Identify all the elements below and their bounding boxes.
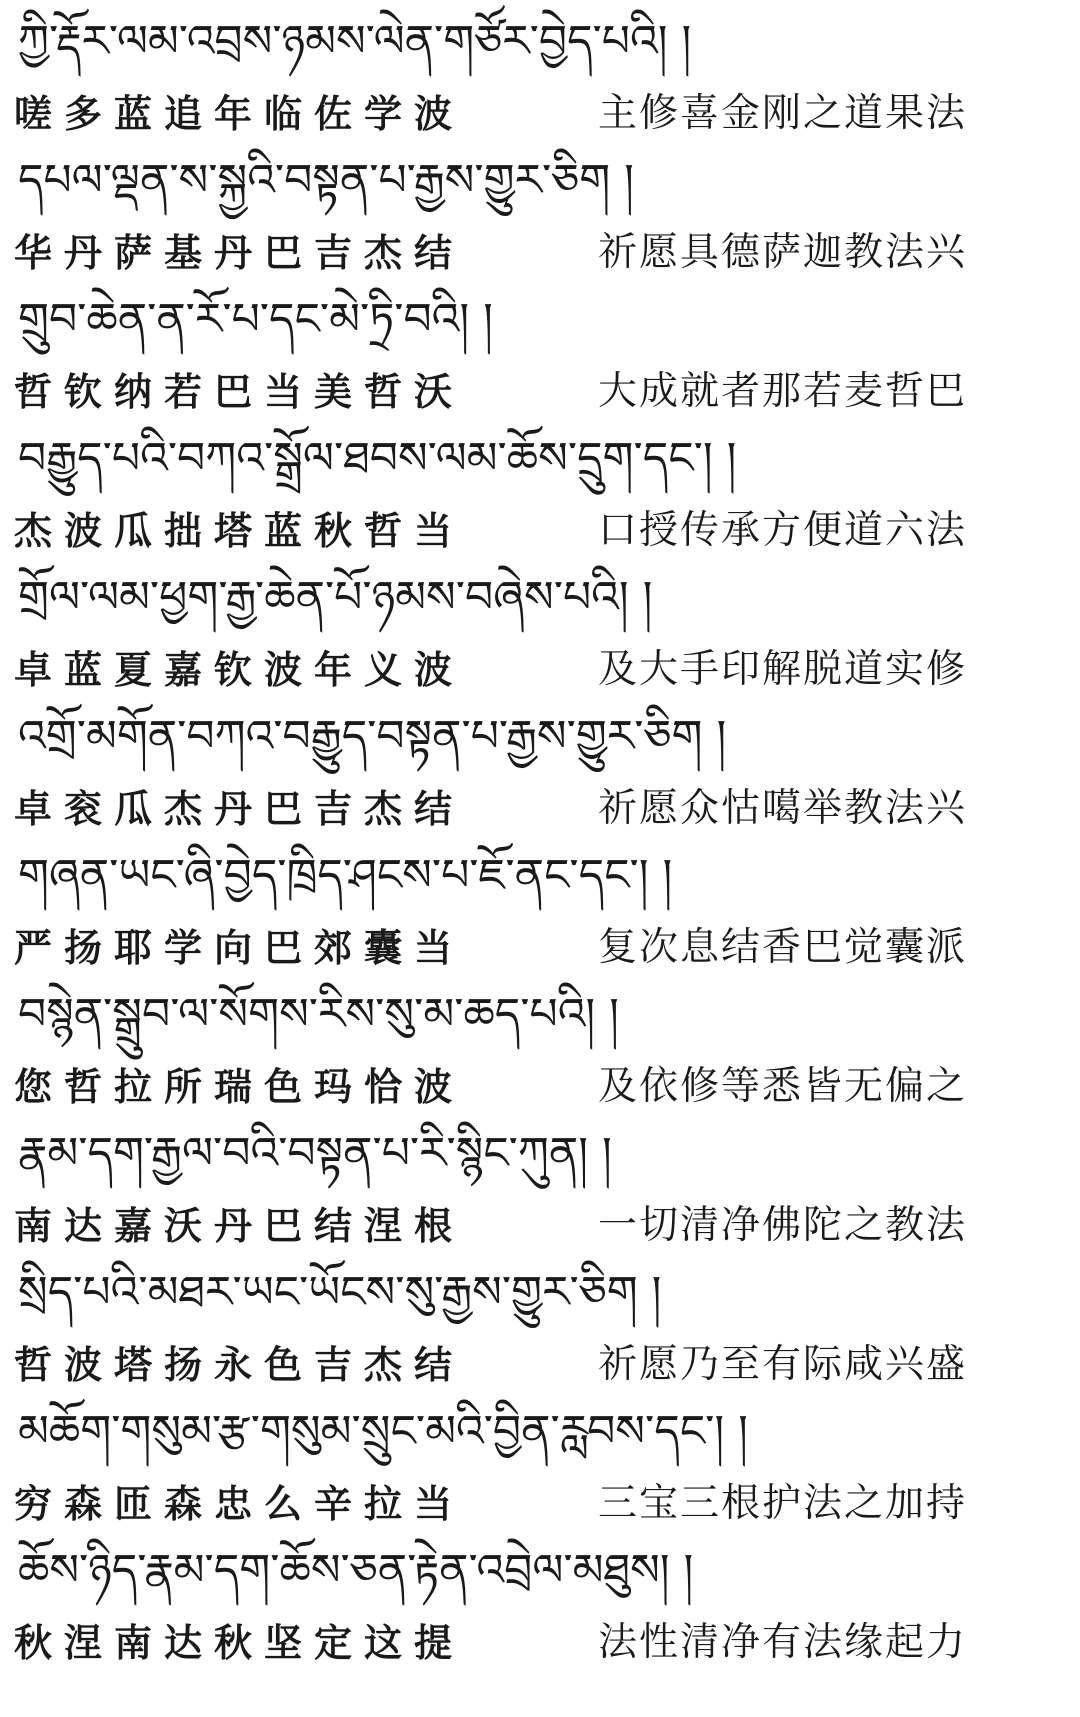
tibetan-verse-line: ཀྱི་རྡོར་ལམ་འབྲས་ཉམས་ལེན་གཙོར་བྱེད་པའི། ། (18, 16, 692, 67)
verse-block (0, 973, 1080, 1112)
transliteration-line: 华丹萨基丹巴吉杰结 (14, 231, 465, 275)
tibetan-verse-line: བསྙེན་སྒྲུབ་ལ་སོགས་རིས་སུ་མ་ཆད་པའི། ། (18, 989, 619, 1040)
chinese-line-row (0, 507, 1080, 559)
tibetan-verse-line: དཔལ་ལྡན་ས་སྐྱའི་བསྟན་པ་རྒྱས་གྱུར་ཅིག ། (18, 155, 634, 206)
transliteration-line: 卓蓝夏嘉钦波年义波 (14, 648, 465, 692)
chinese-line-row (0, 1063, 1080, 1115)
verse-block (0, 695, 1080, 834)
translation-line: 及依修等悉皆无偏之 (598, 1065, 968, 1108)
translation-line: 大成就者那若麦哲巴 (598, 370, 968, 413)
translation-line: 祈愿乃至有际咸兴盛 (598, 1343, 968, 1386)
tibetan-verse-line: གྲོལ་ལམ་ཕྱག་རྒྱ་ཆེན་པོ་ཉམས་བཞེས་པའི། ། (18, 572, 653, 623)
verse-block (0, 1251, 1080, 1390)
chinese-line-row (0, 1202, 1080, 1254)
chinese-line-row (0, 368, 1080, 420)
translation-line: 主修喜金刚之道果法 (598, 92, 968, 135)
chinese-line-row (0, 924, 1080, 976)
transliteration-line: 您哲拉所瑞色玛恰波 (14, 1065, 465, 1109)
verse-block (0, 139, 1080, 278)
verse-block (0, 834, 1080, 973)
chinese-line-row (0, 90, 1080, 142)
translation-line: 祈愿众怙噶举教法兴 (598, 787, 968, 830)
chinese-line-row (0, 1341, 1080, 1393)
translation-line: 法性清净有法缘起力 (598, 1621, 968, 1664)
verse-block (0, 0, 1080, 139)
translation-line: 三宝三根护法之加持 (598, 1482, 968, 1525)
chinese-line-row (0, 1619, 1080, 1671)
tibetan-verse-line: གྲུབ་ཆེན་ན་རོ་པ་དང་མེ་ཏྲི་བའི། ། (18, 294, 493, 345)
tibetan-verse-line: འགྲོ་མགོན་བཀའ་བརྒྱུད་བསྟན་པ་རྒྱས་གྱུར་ཅིག ། (18, 711, 727, 762)
verse-block (0, 1112, 1080, 1251)
translation-line: 复次息结香巴觉囊派 (598, 926, 968, 969)
transliteration-line: 卓衮瓜杰丹巴吉杰结 (14, 787, 465, 831)
transliteration-line: 秋涅南达秋坚定这提 (14, 1621, 465, 1665)
transliteration-line: 哲钦纳若巴当美哲沃 (14, 370, 465, 414)
tibetan-verse-line: སྲིད་པའི་མཐར་ཡང་ཡོངས་སུ་རྒྱས་གྱུར་ཅིག ། (18, 1267, 662, 1318)
verse-block (0, 417, 1080, 556)
tibetan-verse-line: ཆོས་ཉིད་རྣམ་དག་ཆོས་ཅན་རྟེན་འབྲེལ་མཐུས། ། (18, 1545, 694, 1596)
transliteration-line: 哲波塔扬永色吉杰结 (14, 1343, 465, 1387)
verse-block (0, 1390, 1080, 1529)
tibetan-verse-line: མཆོག་གསུམ་རྩ་གསུམ་སྲུང་མའི་བྱིན་རླབས་དང་། ། (18, 1406, 748, 1457)
chinese-line-row (0, 1480, 1080, 1532)
tibetan-verse-line: རྣམ་དག་རྒྱལ་བའི་བསྟན་པ་རི་སྙིང་ཀུན། ། (18, 1128, 612, 1179)
translation-line: 祈愿具德萨迦教法兴 (598, 231, 968, 274)
tibetan-verse-line: བརྒྱུད་པའི་བཀའ་སྒྲོལ་ཐབས་ལམ་ཆོས་དྲུག་དང་། ། (18, 433, 737, 484)
transliteration-line: 穷森匝森忠么辛拉当 (14, 1482, 465, 1526)
chinese-line-row (0, 646, 1080, 698)
tibetan-verse-line: གཞན་ཡང་ཞི་བྱེད་ཁྲིད་ཤངས་པ་ཇོ་ནང་དང་། ། (18, 850, 673, 901)
translation-line: 及大手印解脱道实修 (598, 648, 968, 691)
transliteration-line: 嗟多蓝追年临佐学波 (14, 92, 465, 136)
verse-block (0, 556, 1080, 695)
chinese-line-row (0, 229, 1080, 281)
transliteration-line: 严扬耶学向巴郊囊当 (14, 926, 465, 970)
translation-line: 口授传承方便道六法 (598, 509, 968, 552)
transliteration-line: 南达嘉沃丹巴结涅根 (14, 1204, 465, 1248)
transliteration-line: 杰波瓜拙塔蓝秋哲当 (14, 509, 465, 553)
chinese-line-row (0, 785, 1080, 837)
translation-line: 一切清净佛陀之教法 (598, 1204, 968, 1247)
verse-block (0, 1529, 1080, 1668)
verse-block (0, 278, 1080, 417)
